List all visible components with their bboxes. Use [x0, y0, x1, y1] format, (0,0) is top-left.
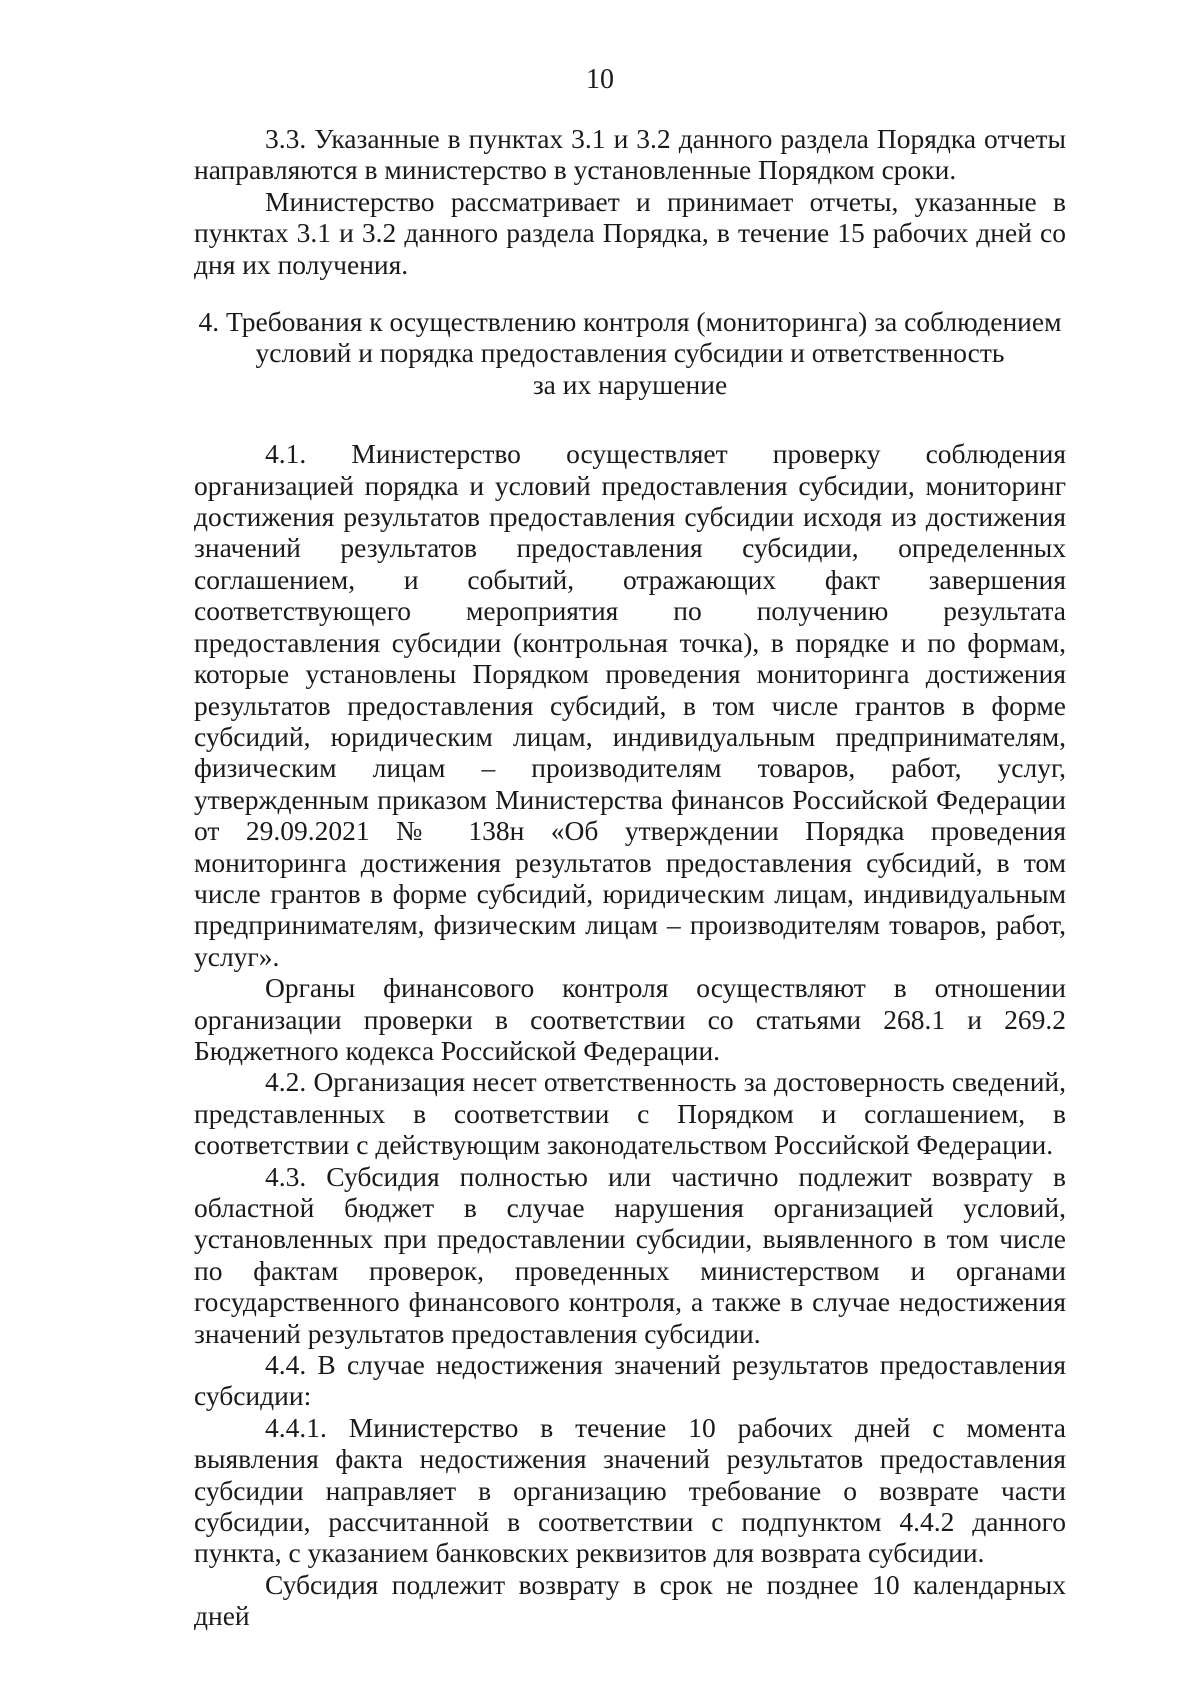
paragraph-4-1-financial-control: Органы финансового контроля осуществляют в отношении организации проверки в соответствии со статьями 268.1 и 269.2 Бюджетного кодекса Российской Федерации. [194, 972, 1066, 1066]
paragraph-4-2: 4.2. Организация несет ответственность за достоверность сведений, представленных в соответствии с Порядком и соглашением, в соответствии с действующим законодательством Российской Федерации. [194, 1066, 1066, 1161]
paragraph-3-3: 3.3. Указанные в пунктах 3.1 и 3.2 данного раздела Порядка отчеты направляются в министерство в установленные Порядком сроки. [194, 123, 1066, 186]
section-heading-line: условий и порядка предоставления субсидии и ответственность [255, 337, 1005, 369]
document-body [194, 123, 1066, 1632]
paragraph-4-3: 4.3. Субсидия полностью или частично подлежит возврату в областной бюджет в случае нарушения организацией условий, установленных при предоставлении субсидии, выявленного в том числе по фактам проверок, проведенных министерством и органами государственного финансового контроля, а также в случае недостижения значений результатов предоставления субсидии. [194, 1160, 1066, 1349]
paragraph-3-3-continued: Министерство рассматривает и принимает отчеты, указанные в пунктах 3.1 и 3.2 данного раздела Порядка, в течение 15 рабочих дней со дня их получения. [194, 185, 1066, 280]
paragraph-4-4-1-return: Субсидия подлежит возврату в срок не позднее 10 календарных дней [194, 1568, 1066, 1632]
section-heading-line: за их нарушение [532, 368, 728, 400]
paragraph-4-4: 4.4. В случае недостижения значений результатов предоставления субсидии: [194, 1349, 1066, 1412]
page-number: 10 [586, 64, 614, 95]
section-4-heading [194, 306, 1066, 400]
paragraph-4-1: 4.1. Министерство осуществляет проверку соблюдения организацией порядка и условий предоставления субсидии, мониторинг достижения результатов предоставления субсидии исходя из достижения значений результатов предоставления субсидии, определенных соглашением, и событий, отражающих факт завершения соответствующего мероприятия по получению результата предоставления субсидии (контрольная точка), в порядке и по формам, которые установлены Порядком проведения мониторинга достижения результатов предоставления субсидий, в том числе грантов в форме субсидий, юридическим лицам, индивидуальным предпринимателям, физическим лицам – производителям товаров, работ, услуг, утвержденным приказом Министерства финансов Российской Федерации от 29.09.2021 № 138н «Об утверждении Порядка проведения мониторинга достижения результатов предоставления субсидий, в том числе грантов в форме субсидий, юридическим лицам, индивидуальным предпринимателям, физическим лицам – производителям товаров, работ, услуг». [194, 438, 1066, 972]
section-heading-line: 4. Требования к осуществлению контроля (мониторинга) за соблюдением [198, 306, 1062, 338]
paragraph-4-4-1: 4.4.1. Министерство в течение 10 рабочих дней с момента выявления факта недостижения значений результатов предоставления субсидии направляет в организацию требование о возврате части субсидии, рассчитанной в соответствии с подпунктом 4.4.2 данного пункта, с указанием банковских реквизитов для возврата субсидии. [194, 1411, 1066, 1569]
